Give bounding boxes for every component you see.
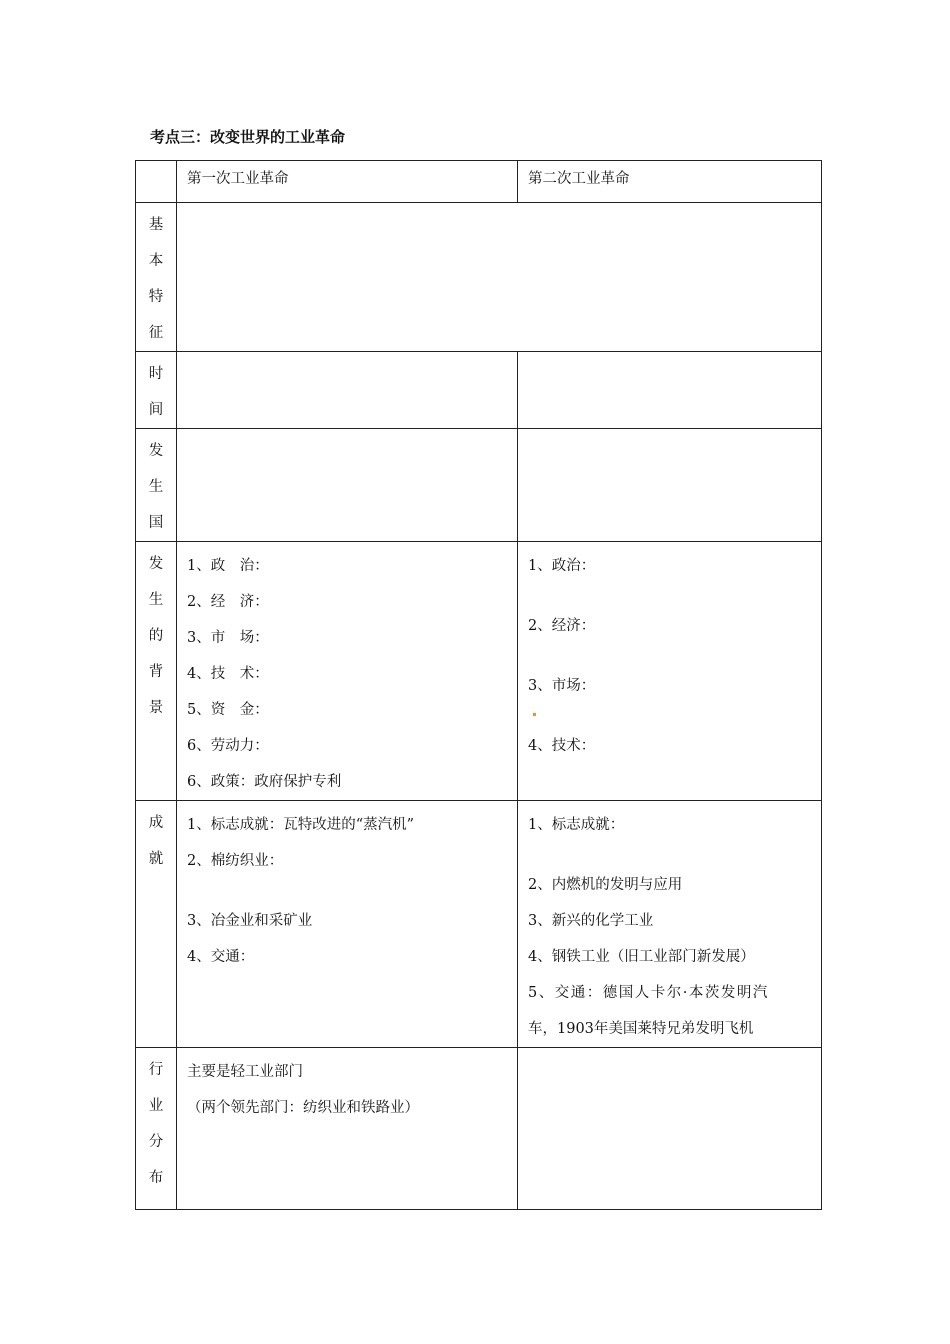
row-label-basic-features: 基 本 特 征 xyxy=(136,203,177,352)
row-label-background: 发 生 的 背 景 xyxy=(136,542,177,801)
background-first-item: 3、市 场： xyxy=(187,630,269,646)
time-first-cell[interactable] xyxy=(177,352,518,429)
header-corner-cell xyxy=(136,161,177,203)
industry-first-item: 主要是轻工业部门 xyxy=(187,1064,303,1080)
row-time xyxy=(136,352,822,429)
achievement-second-item: 4、钢铁工业（旧工业部门新发展） xyxy=(528,949,755,965)
country-second-cell[interactable] xyxy=(518,429,822,542)
background-second-item: 1、政治： xyxy=(528,558,596,574)
achievement-second-item: 车，1903年美国莱特兄弟发明飞机 xyxy=(528,1021,754,1037)
achievement-second-item: 5、交通：德国人卡尔·本茨发明汽 xyxy=(528,985,769,1001)
section-title: 考点三：改变世界的工业革命 xyxy=(150,128,346,146)
background-first-item: 1、政 治： xyxy=(187,558,269,574)
background-first-item: 5、资 金： xyxy=(187,702,269,718)
achievement-first-item: 4、交通： xyxy=(187,949,255,965)
row-label-country: 发 生 国 xyxy=(136,429,177,542)
row-label-achievement: 成 就 xyxy=(136,801,177,1048)
row-basic-features xyxy=(136,203,822,352)
header-first-revolution: 第一次工业革命 xyxy=(177,161,518,203)
background-first-cell[interactable] xyxy=(177,542,518,801)
header-second-revolution: 第二次工业革命 xyxy=(518,161,822,203)
row-label-industry: 行 业 分 布 xyxy=(136,1048,177,1210)
row-label-time: 时 间 xyxy=(136,352,177,429)
basic-features-cell[interactable] xyxy=(177,203,822,352)
industry-second-cell[interactable] xyxy=(518,1048,822,1210)
background-first-item: 6、劳动力： xyxy=(187,738,269,754)
row-country xyxy=(136,429,822,542)
row-achievement xyxy=(136,801,822,1048)
achievement-first-item: 3、冶金业和采矿业 xyxy=(187,913,313,929)
achievement-second-cell[interactable] xyxy=(518,801,822,1048)
cursor-mark xyxy=(533,713,536,716)
row-industry xyxy=(136,1048,822,1210)
achievement-second-item: 1、标志成就： xyxy=(528,817,625,833)
background-first-item: 2、经 济： xyxy=(187,594,269,610)
time-second-cell[interactable] xyxy=(518,352,822,429)
comparison-table xyxy=(135,160,822,1210)
industry-first-item: （两个领先部门：纺织业和铁路业） xyxy=(187,1100,419,1116)
row-background xyxy=(136,542,822,801)
table-header-row xyxy=(136,161,822,203)
achievement-first-item: 2、棉纺织业： xyxy=(187,853,284,869)
background-first-item: 4、技 术： xyxy=(187,666,269,682)
background-second-item: 4、技术： xyxy=(528,738,596,754)
background-second-item: 2、经济： xyxy=(528,618,596,634)
achievement-second-item: 3、新兴的化学工业 xyxy=(528,913,654,929)
achievement-first-cell[interactable] xyxy=(177,801,518,1048)
country-first-cell[interactable] xyxy=(177,429,518,542)
background-second-cell[interactable] xyxy=(518,542,822,801)
industry-first-cell[interactable] xyxy=(177,1048,518,1210)
background-second-item: 3、市场： xyxy=(528,678,596,694)
achievement-second-item: 2、内燃机的发明与应用 xyxy=(528,877,683,893)
background-first-item: 6、政策：政府保护专利 xyxy=(187,774,342,790)
achievement-first-item: 1、标志成就：瓦特改进的“蒸汽机” xyxy=(187,817,415,833)
